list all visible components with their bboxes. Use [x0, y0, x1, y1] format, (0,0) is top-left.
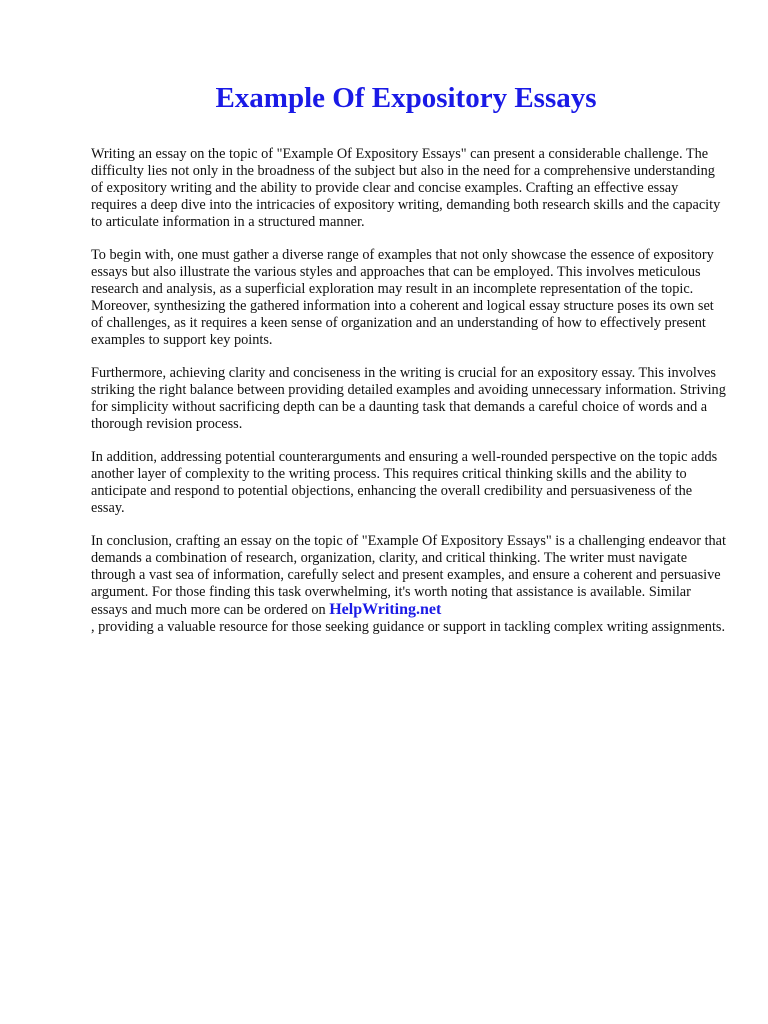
- helpwriting-link[interactable]: HelpWriting.net: [329, 601, 442, 618]
- conclusion-text-before-link: In conclusion, crafting an essay on the topic of "Example Of Expository Essays" is a challenging endeavor that demands a combination of research, organization, clarity, and critical thinking. The writer must navigate through a vast sea of information, carefully select and present examples, and ensure a coherent and persuasive argument. For those finding this task overwhelming, it's worth noting that assistance is available. Similar essays and much more can be ordered on: [91, 533, 727, 618]
- document-title: Example Of Expository Essays: [215, 82, 597, 114]
- paragraph-research: To begin with, one must gather a diverse range of examples that not only showcase the essence of expository essays but also illustrate the various styles and approaches that can be employed. This involves meticulous research and analysis, as a superficial exploration may result in an incomplete representation of the topic. Moreover, synthesizing the gathered information into a coherent and logical essay structure poses its own set of challenges, as it requires a keen sense of organization and an understanding of how to effectively present examples to support key points.: [91, 247, 714, 348]
- paragraph-conclusion: [91, 533, 727, 636]
- conclusion-text-after-link: , providing a valuable resource for those seeking guidance or support in tackling complex writing assignments.: [91, 619, 726, 635]
- paragraph-clarity: Furthermore, achieving clarity and conciseness in the writing is crucial for an expository essay. This involves striking the right balance between providing detailed examples and avoiding unnecessary information. Striving for simplicity without sacrificing depth can be a daunting task that demands a careful choice of words and a thorough revision process.: [91, 365, 726, 432]
- document-body: [91, 146, 727, 652]
- paragraph-intro: Writing an essay on the topic of "Example Of Expository Essays" can present a considerable challenge. The difficulty lies not only in the broadness of the subject but also in the need for a comprehensive understanding of expository writing and the ability to provide clear and concise examples. Crafting an effective essay requires a deep dive into the intricacies of expository writing, demanding both research skills and the capacity to articulate information in a structured manner.: [91, 146, 721, 230]
- paragraph-counterarguments: In addition, addressing potential counterarguments and ensuring a well-rounded perspective on the topic adds another layer of complexity to the writing process. This requires critical thinking skills and the ability to anticipate and respond to potential objections, enhancing the overall credibility and persuasiveness of the essay.: [91, 449, 718, 516]
